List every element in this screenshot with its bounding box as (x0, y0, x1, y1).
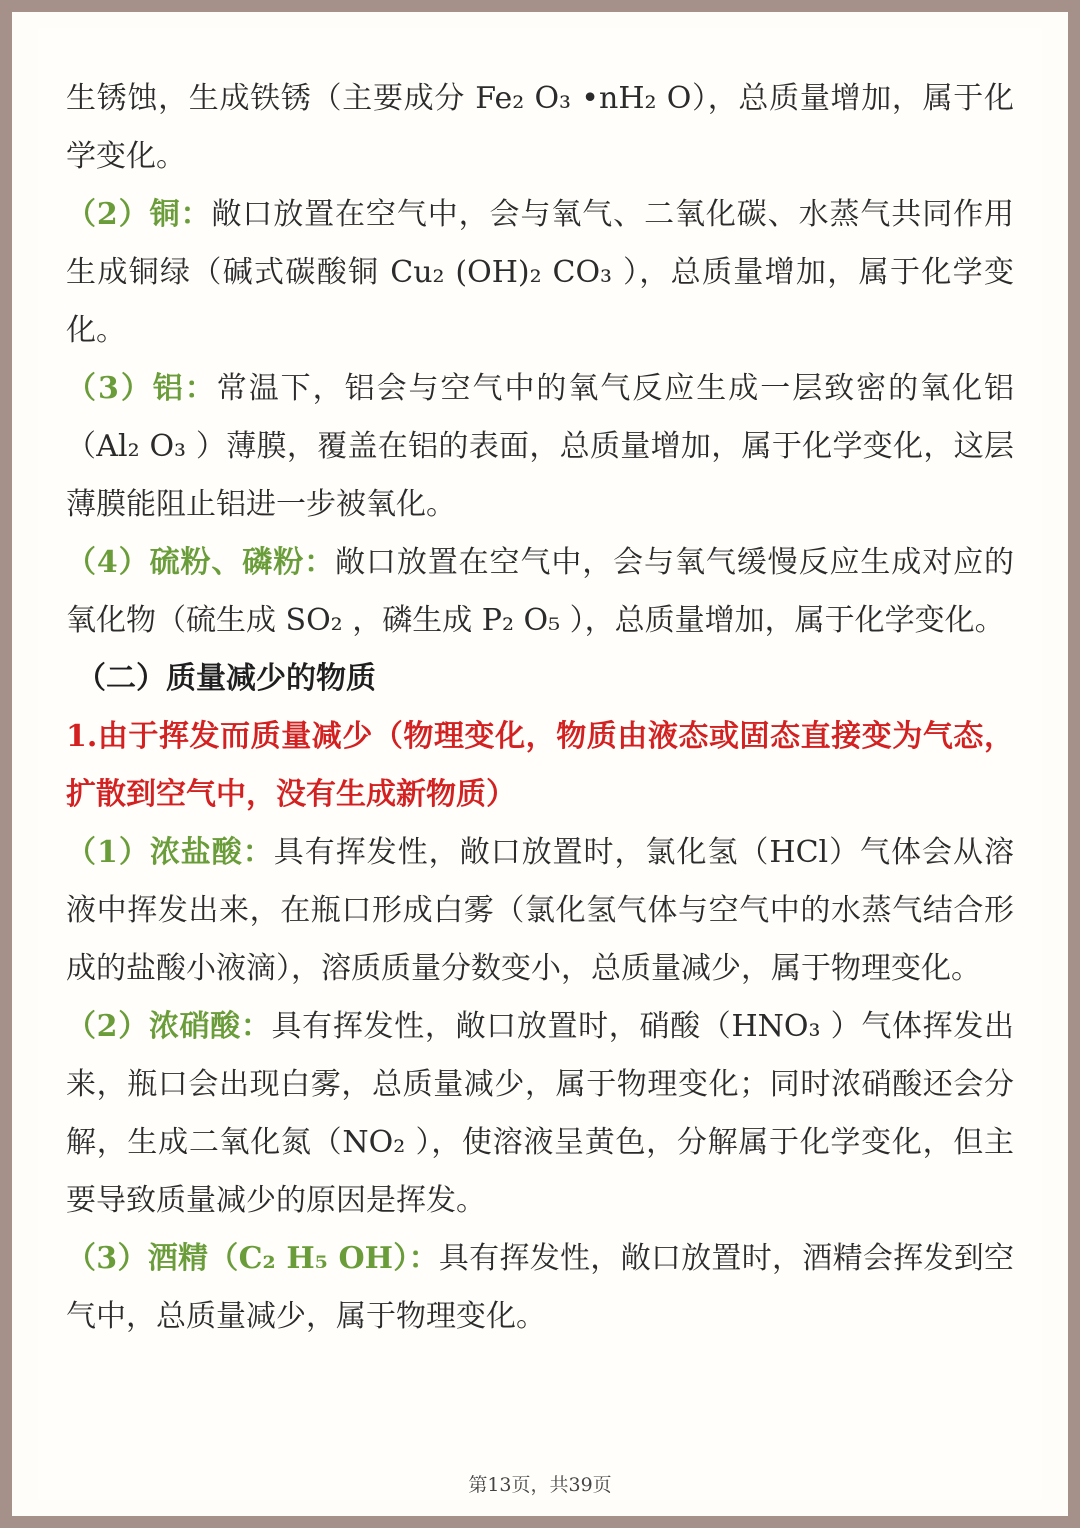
item-label: （4）硫粉、磷粉： (66, 545, 336, 580)
item-text: 敞口放置在空气中，会与氧气、二氧化碳、水蒸气共同作用生成铜绿（碱式碳酸铜 Cu₂ (OH)₂ CO₃ ），总质量增加，属于化学变化。 (66, 197, 1015, 348)
subsection-heading: 1.由于挥发而质量减少（物理变化，物质由液态或固态直接变为气态，扩散到空气中，没有生成新物质） (66, 719, 1014, 812)
item-sulfur-phosphorus (66, 534, 1014, 650)
item-label: （1）浓盐酸： (66, 835, 274, 870)
item-text: 敞口放置在空气中，会与氧气缓慢反应生成对应的氧化物（硫生成 SO₂ ，磷生成 P₂ O₅ ），总质量增加，属于化学变化。 (66, 545, 1015, 638)
item-nitric-acid (66, 998, 1014, 1230)
item-copper (66, 186, 1014, 360)
item-text: 常温下，铝会与空气中的氧气反应生成一层致密的氧化铝（Al₂ O₃ ）薄膜，覆盖在铝的表面，总质量增加，属于化学变化，这层薄膜能阻止铝进一步被氧化。 (66, 371, 1015, 522)
paragraph-iron-continued: 生锈蚀，生成铁锈（主要成分 Fe₂ O₃ •nH₂ O），总质量增加，属于化学变化。 (66, 81, 1014, 174)
item-alcohol (66, 1230, 1014, 1346)
item-label: （2）铜： (66, 197, 212, 232)
item-text: 具有挥发性，敞口放置时，氯化氢（HCl）气体会从溶液中挥发出来，在瓶口形成白雾（氯化氢气体与空气中的水蒸气结合形成的盐酸小液滴），溶质质量分数变小，总质量减少，属于物理变化。 (66, 835, 1014, 986)
item-label: （2）浓硝酸： (66, 1009, 272, 1044)
item-text: 具有挥发性，敞口放置时，硝酸（HNO₃ ）气体挥发出来，瓶口会出现白雾，总质量减少，属于物理变化；同时浓硝酸还会分解，生成二氧化氮（NO₂ ），使溶液呈黄色，分解属于化学变化，但主要导致质量减少的原因是挥发。 (66, 1009, 1014, 1218)
item-text: 具有挥发性，敞口放置时，酒精会挥发到空气中，总质量减少，属于物理变化。 (66, 1241, 1014, 1334)
item-aluminum (66, 360, 1014, 534)
section-heading: （二）质量减少的物质 (76, 661, 376, 696)
page-number: 第13页，共39页 (468, 1474, 612, 1496)
item-hydrochloric-acid (66, 824, 1014, 998)
document-body (66, 70, 1014, 1346)
item-label: （3）铝： (66, 371, 217, 406)
item-label: （3）酒精（C₂ H₅ OH）： (66, 1241, 439, 1276)
